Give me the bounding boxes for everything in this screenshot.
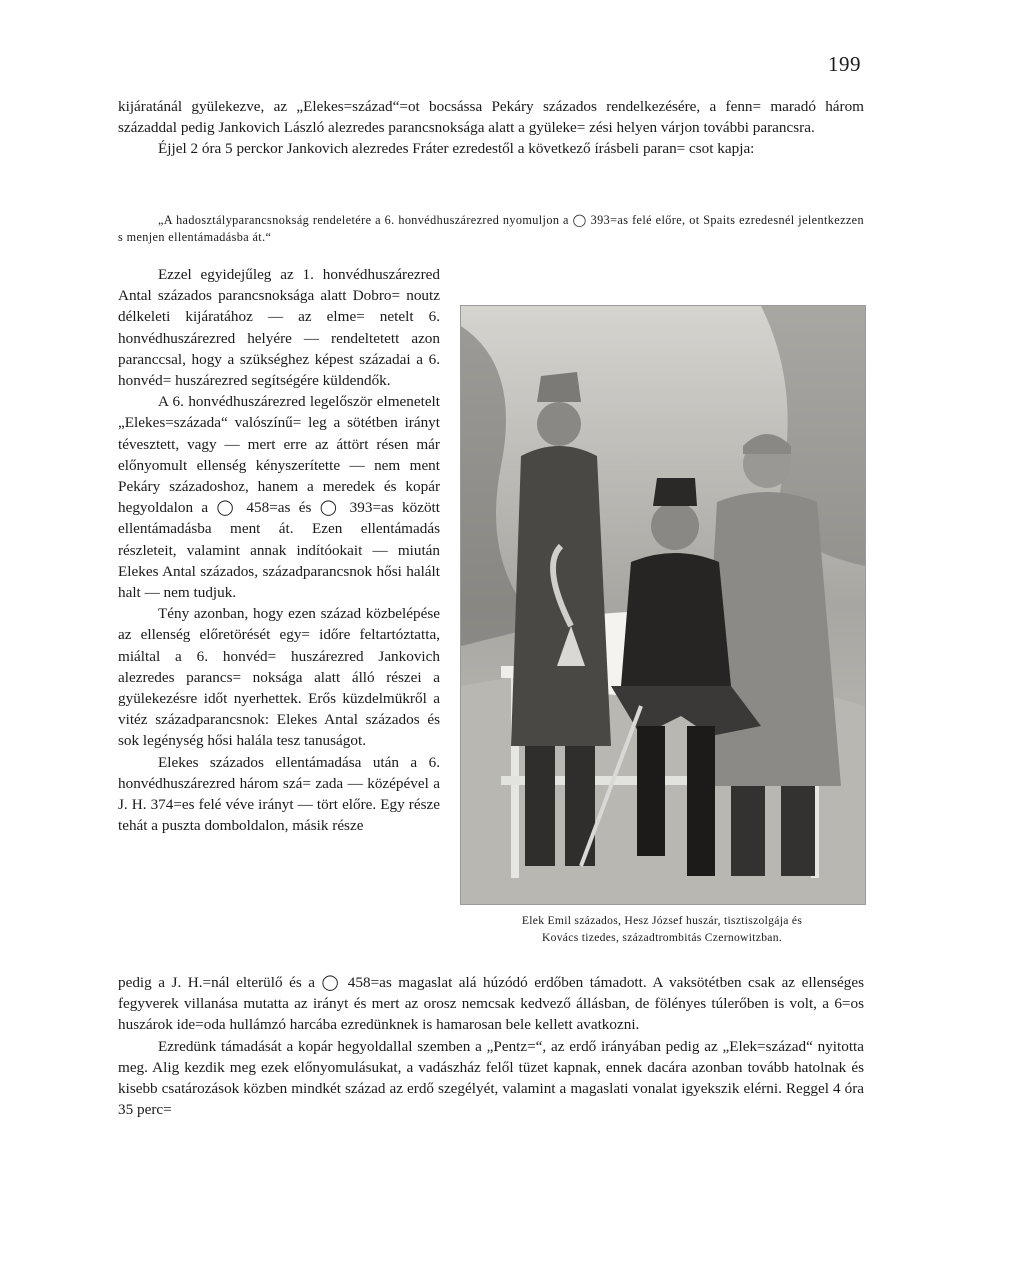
column-paragraph: Ezzel egyidejűleg az 1. honvédhuszárezred Antal százados parancsnoksága alatt Dobro= noutz délkeleti kijáratához — az elme= netelt 6. honvédhuszárezred helyére — rendeltetett azon paranccsal, hogy a szükséghez képest századai a 6. honvéd= huszárezred segítségére küldendők. [118,266,440,390]
bottom-paragraph: Ezredünk támadását a kopár hegyoldallal szemben a „Pentz=“, az erdő irányában pedig az „Elek=század“ nyitotta meg. Alig kezdik meg ezek előnyomulásukat, a vadászház felől tüzet kapnak, ennek dacára azonban tovább hatolnak és kisebb csatározások közben mindkét század az erdő szegélyét, valamint a magaslati vonalat igyekszik elérni. Reggel 4 óra 35 perc= [118,1037,864,1119]
photo-caption [460,912,864,946]
bottom-paragraph: pedig a J. H.=nál elterülő és a ◯ 458=as magaslat alá húzódó erdőben támadott. A vaksötétben csak az ellenséges fegyverek villanása mutatta az irányt és mert az orosz nemcsak kedvező állásban, de fölényes túlerőben is volt, a 6=os huszárok ide=oda hullámzó harcába ezredünknek is hamarosan bele kellett avatkozni. [118,974,864,1034]
order-quote-text: „A hadosztályparancsnokság rendeletére a 6. honvédhuszárezred nyomuljon a ◯ 393=as felé előre, ot Spaits ezredesnél jelentkezzen s menjen ellentámadásba át.“ [118,213,864,244]
column-paragraph: Elekes százados ellentámadása után a 6. honvédhuszárezred három szá= zada — középével a J. H. 374=es felé véve irányt — tört előre. Egy része tehát a puszta domboldalon, másik része [118,753,440,835]
bottom-text-block [118,972,864,1120]
photo-caption-line1: Elek Emil százados, Hesz József huszár, tisztiszolgája és [521,914,803,927]
photo-caption-line2: Kovács tizedes, századtrombitás Czernowitzban. [541,931,783,944]
text-column [118,264,440,836]
second-paragraph: Éjjel 2 óra 5 perckor Jankovich alezredes Fráter ezredestől a következő írásbeli paran= csot kapja: [158,140,755,158]
photograph-image [461,306,865,904]
order-quote [118,212,864,246]
top-paragraph: kijáratánál gyülekezve, az „Elekes=század“=ot bocsássa Pekáry százados rendelkezésére, a fenn= maradó három századdal pedig Jankovich László alezredes parancsnoksága alatt a gyüleke= zési helyen várjon további parancsra. [118,98,864,137]
column-paragraph: Tény azonban, hogy ezen század közbelépése az ellenség előretörését egy= időre feltartóztatta, miáltal a 6. honvéd= huszárezred Jankovich alezredes parancs= noksága alatt álló részei a gyülekezésre időt nyerhettek. Erős küzdelmükről a vitéz századparancsnok: Elekes Antal százados és sok legénység hősi halála tesz tanuságot. [118,605,440,750]
top-paragraph-block [118,96,864,160]
group-photograph [460,305,866,905]
column-paragraph: A 6. honvédhuszárezred legelőször elmenetelt „Elekes=százada“ valószínű= leg a sötétben irányt tévesztett, vagy — mert erre az áttört résen már előnyomult ellenség kényszerítette — nem ment Pekáry századoshoz, hanem a meredek és kopár hegyoldalon a ◯ 458=as és ◯ 393=as között ellentámadásba ment át. Ezen ellentámadás részleteit, valamint annak indítóokait — miután Elekes Antal százados, századparancsnok hősi halált halt — nem tudjuk. [118,393,440,602]
page-number: 199 [828,52,861,76]
